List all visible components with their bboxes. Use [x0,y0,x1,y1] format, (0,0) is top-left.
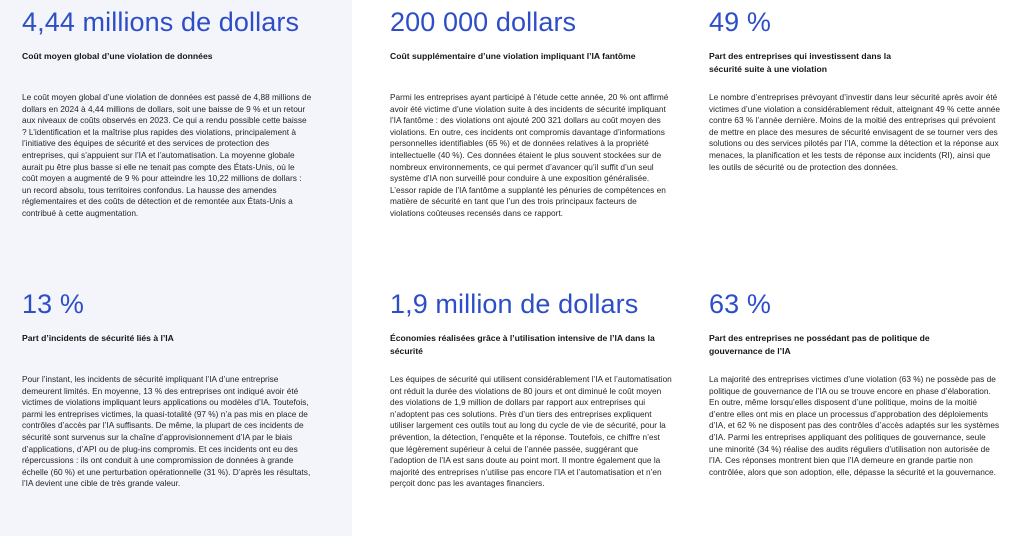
stat-caption: Part d’incidents de sécurité liés à l’IA [22,333,174,343]
stat-description: Le nombre d’entreprises prévoyant d’investir dans leur sécurité après avoir été victimes d’une violation a considérablement réduit, atteignant 49 % cette année contre 63 % l’année dernière. Moins de la moitié des entreprises qui prévoient de mettre en place des mesures de sécurité envisagent de se tourner vers des solutions ou des services pilotés par l’IA, comme la détection et la réponse aux menaces, la planification et les tests de réponse aux incidents (RI), ainsi que les outils de sécurité ou de protection des données. [709,92,1001,172]
stat-caption: Coût moyen global d’une violation de données [22,51,213,61]
stat-description: La majorité des entreprises victimes d’une violation (63 %) ne possède pas de politique de gouvernance de l’IA ou se trouve encore en phase d’élaboration. En outre, même lorsqu’elles disposent d’une politique, moins de la moitié d’entre elles ont mis en place un processus d’approbation des déploiements d’IA, et 62 % ne disposent pas des contrôles d’accès adaptés sur les systèmes d’IA. Parmi les entreprises appliquant des politiques de gouvernance, seule une minorité (34 %) réalise des audits réguliers d’utilisation non autorisée de l’IA. Ces réponses montrent bien que l’IA demeure en grande partie non contrôlée, alors que son adoption, elle, dépasse la sécurité et la gouvernance. [709,374,1000,477]
stat-block-ai-incidents [22,288,322,536]
stat-block-average-cost [22,6,322,268]
stat-caption: Coût supplémentaire d’une violation impliquant l’IA fantôme [390,51,636,61]
stat-caption: Économies réalisées grâce à l’utilisation intensive de l’IA dans la sécurité [390,333,655,356]
stat-block-ai-governance [709,288,1009,536]
stat-value: 13 % [22,289,84,319]
stat-description: Pour l’instant, les incidents de sécurité impliquant l’IA d’une entreprise demeurent limités. En moyenne, 13 % des entreprises ont indiqué avoir été victimes de violations impliquant leurs applications ou modèles d’IA. Toutefois, parmi les entreprises victimes, la quasi-totalité (97 %) n’a pas mis en place de contrôles d’accès par l’IA suffisants. De même, la plupart de ces incidents de sécurité sont survenus sur la chaîne d’approvisionnement d’IA par le biais d’applications, d’API ou de plug-ins compromis. Et ces incidents ont eu des répercussions : ils ont conduit à une compromission de données à grande échelle (60 %) et une perturbation opérationnelle (31 %). D’après les résultats, l’IA devient une cible de très grande valeur. [22,374,311,489]
stat-description: Parmi les entreprises ayant participé à l’étude cette année, 20 % ont affirmé avoir été victime d’une violation suite à des incidents de sécurité impliquant l’IA fantôme : des violations ont ajouté 200 321 dollars au coût moyen des violations. En outre, ces incidents ont compromis davantage d’informations personnelles identifiables (65 %) et de données relatives à la propriété intellectuelle (40 %). Ces données étaient le plus souvent stockées sur de nombreux environnements, ce qui permet d’avancer qu’il suffit d’un seul système d’IA non surveillé pour conduire à une exposition généralisée. L’essor rapide de l’IA fantôme a supplanté les pénuries de compétences en matière de sécurité en tant que l’un des trois principaux facteurs de violations coûteuses recensés dans ce rapport. [390,92,669,218]
stat-value: 4,44 millions de dollars [22,7,300,37]
stat-description: Les équipes de sécurité qui utilisent considérablement l’IA et l’automatisation ont réduit la durée des violations de 80 jours et ont diminué le coût moyen des violations de 1,9 million de dollars par rapport aux entreprises qui n’adoptent pas ces solutions. Près d’un tiers des entreprises expliquent utiliser largement ces outils tout au long du cycle de vie de sécurité, pour la prévention, la détection, l’enquête et la réponse. Toutefois, ce chiffre n’est que légèrement supérieur à celui de l’année passée, suggérant que l’adoption de l’IA est sans doute au point mort. Il montre également que la majorité des entreprises n’utilise pas encore l’IA et l’automatisation et n’en perçoit donc pas les avantages financiers. [390,374,672,489]
stat-value: 49 % [709,7,771,37]
stat-value: 63 % [709,289,771,319]
stat-block-ai-savings [390,288,675,536]
stat-value: 1,9 million de dollars [390,289,639,319]
stat-value: 200 000 dollars [390,7,577,37]
stat-block-security-investment [709,6,1009,268]
stat-description: Le coût moyen global d’une violation de données est passé de 4,88 millions de dollars en 2024 à 4,44 millions de dollars, soit une baisse de 9 % et un retour aux niveaux de coûts observés en 2023. Ce qui a rendu possible cette baisse ? L’identification et la maîtrise plus rapides des violations, principalement à l’initiative des équipes de sécurité et des services de protection des entreprises, qui s’appuient sur l’IA et l’automatisation. La moyenne globale aurait pu être plus basse si elle ne tenait pas compte des États-Unis, où le coût moyen a augmenté de 9 % pour atteindre les 10,22 millions de dollars : un record absolu, tous territoires confondus. La hausse des amendes réglementaires et des coûts de détection et de remontée aux États-Unis a contribué à cette augmentation. [22,92,312,218]
stat-block-shadow-ai-cost [390,6,675,268]
stat-caption: Part des entreprises qui investissent dans la sécurité suite à une violation [709,51,891,74]
stat-caption: Part des entreprises ne possédant pas de politique de gouvernance de l’IA [709,333,930,356]
